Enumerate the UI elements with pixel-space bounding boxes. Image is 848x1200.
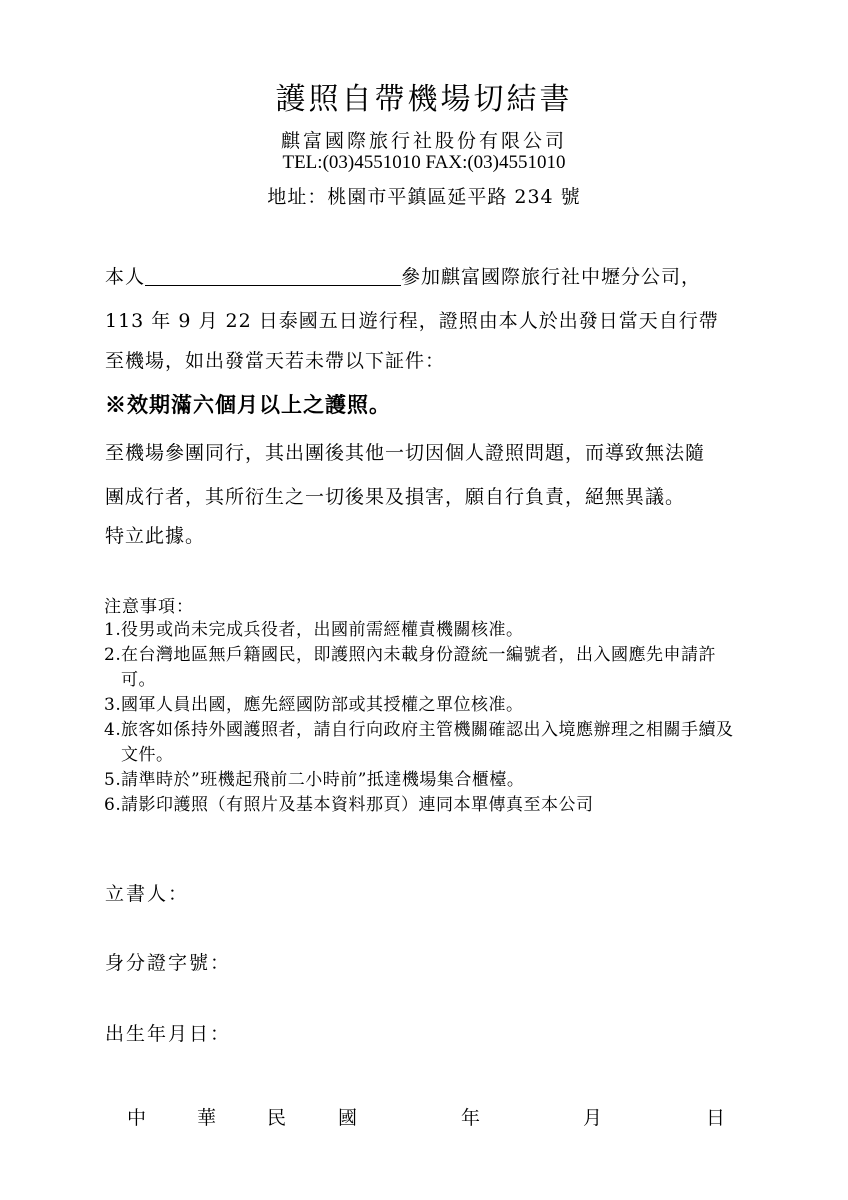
declarant-name-blank[interactable] (145, 265, 401, 286)
declarant-prefix: 本人 (105, 266, 146, 288)
note-number: 5. (104, 770, 122, 790)
note-item (104, 718, 764, 768)
signer-label: 立書人： (105, 883, 190, 905)
declaration-line-2: 113 年 9 月 22 日泰國五日遊行程，證照由本人於出發日當天自行帶 (105, 310, 719, 332)
date-day-label: 日 (706, 1107, 726, 1129)
date-char-zhong: 中 (127, 1107, 147, 1129)
birthdate-label: 出生年月日： (105, 1023, 232, 1045)
note-number: 2. (104, 645, 122, 665)
note-item (104, 693, 764, 718)
document-title: 護照自帶機場切結書 (275, 82, 573, 117)
declaration-line-3: 至機場，如出發當天若未帶以下証件： (105, 350, 446, 372)
date-char-hua: 華 (197, 1107, 217, 1129)
note-number: 6. (104, 795, 122, 815)
declarant-suffix: 參加麒富國際旅行社中壢分公司， (401, 266, 702, 288)
date-char-guo: 國 (338, 1107, 358, 1129)
note-item (104, 618, 764, 643)
note-text: 請準時於”班機起飛前二小時前”抵達機場集合櫃檯。 (121, 770, 525, 790)
company-contact: TEL:(03)4551010 FAX:(03)4551010 (282, 152, 566, 173)
date-char-min: 民 (267, 1107, 287, 1129)
note-number: 4. (104, 720, 122, 740)
company-name: 麒富國際旅行社股份有限公司 (280, 130, 567, 152)
date-month-label: 月 (583, 1107, 603, 1129)
note-item (104, 768, 764, 793)
note-number: 3. (104, 695, 122, 715)
date-year-label: 年 (461, 1107, 481, 1129)
note-number: 1. (104, 620, 122, 640)
note-item (104, 643, 764, 693)
declaration-line-6: 團成行者，其所衍生之一切後果及損害，願自行負責，絕無異議。 (105, 486, 686, 508)
declaration-closing: 特立此據。 (105, 525, 206, 547)
id-number-label: 身分證字號： (105, 952, 232, 974)
declaration-line-5: 至機場參團同行，其出團後其他一切因個人證照問題，而導致無法隨 (105, 442, 706, 464)
note-text: 旅客如係持外國護照者，請自行向政府主管機關確認出入境應辦理之相關手續及文件。 (121, 720, 734, 765)
passport-requirement: ※效期滿六個月以上之護照。 (105, 392, 391, 417)
note-text: 役男或尚未完成兵役者，出國前需經權責機關核准。 (121, 620, 524, 640)
notes-title: 注意事項： (104, 597, 194, 617)
notes-section (104, 592, 764, 818)
note-text: 國軍人員出國，應先經國防部或其授權之單位核准。 (121, 695, 524, 715)
note-item (104, 793, 764, 818)
note-text: 在台灣地區無戶籍國民，即護照內未載身份證統一編號者，出入國應先申請許可。 (121, 645, 716, 690)
note-text: 請影印護照（有照片及基本資料那頁）連同本單傳真至本公司 (121, 795, 594, 815)
company-address: 地址：桃園市平鎮區延平路 234 號 (267, 186, 581, 208)
declaration-line-1 (105, 262, 701, 289)
